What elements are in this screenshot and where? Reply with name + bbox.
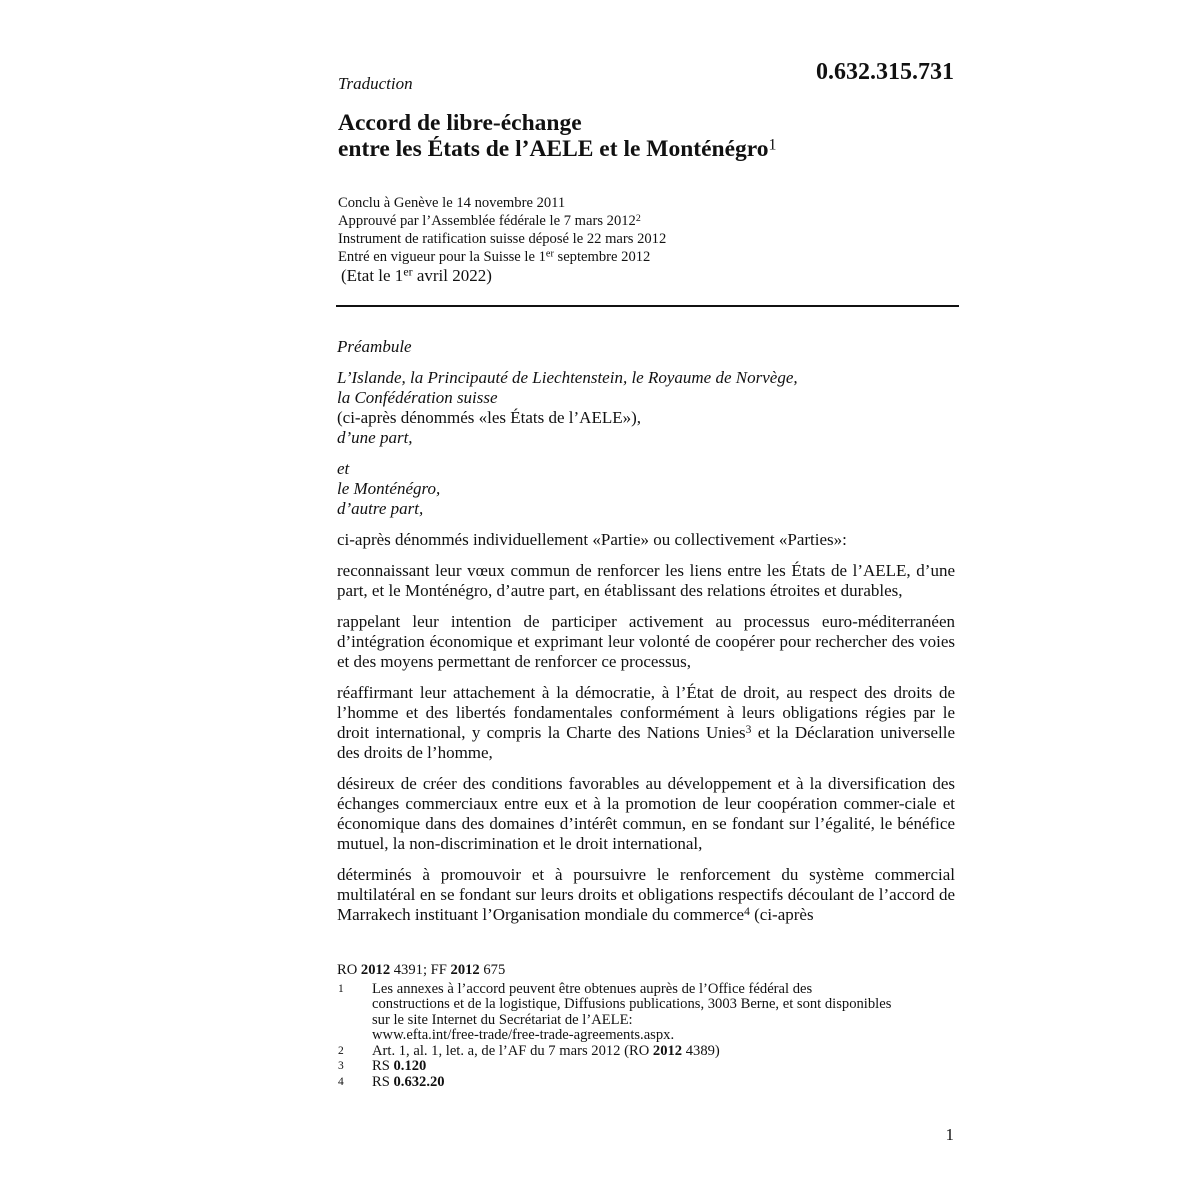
in-force-date: Entré en vigueur pour la Suisse le 1er septembre 2012: [338, 248, 651, 265]
footnote-3: 3 RS 0.120: [338, 1058, 427, 1074]
footnote-1: 1 Les annexes à l’accord peuvent être obtenues auprès de l’Office fédéral des constructions et de la logistique, Diffusions publications, 3003 Berne, et sont disponibles sur le site Internet du Secrétariat de l’AELE: www.efta.int/free-trade/free-trade-agreements.aspx.: [337, 982, 957, 1044]
footnote-4: 4 RS 0.632.20: [338, 1073, 445, 1090]
document-metadata: [338, 194, 666, 266]
header-divider: [336, 305, 959, 307]
title-line-2: entre les États de l’AELE et le Monténégro$^1$: [338, 136, 777, 162]
recital-4: désireux de créer des conditions favorables au développement et à la diversification des échanges commerciaux entre eux et à la promotion de leur coopération commer-ciale et économique dans des domaines d’intérêt commun, en se fondant sur l’égalité, le bénéfice mutuel, la non-discrimination et le droit international,: [337, 774, 955, 853]
ratification-date: Instrument de ratification suisse déposé le 22 mars 2012: [338, 231, 667, 247]
footnote-ref-2[interactable]: 2: [635, 212, 641, 224]
footnote-2: 2 Art. 1, al. 1, let. a, de l’AF du 7 mars 2012 (RO 2012 4389): [338, 1042, 720, 1059]
official-compilation-ref: RO 2012 4391; FF 2012 675: [337, 962, 506, 978]
recital-5: déterminés à promouvoir et à poursuivre le renforcement du système commercial multilatéral en se fondant sur leurs droits et obligations respectifs découlant de l’accord de Marrakech instituant l’Organisation mondiale du commerce$^4$ (ci-après: [337, 865, 955, 924]
preamble-body: [337, 337, 955, 925]
translation-label: Traduction: [338, 74, 413, 93]
recital-3: réaffirmant leur attachement à la démocratie, à l’État de droit, au respect des droits de l’homme et des libertés fondamentales conformément à leurs obligations régies par le droit international, y compris la Charte des Nations Unies$^3$ et la Déclaration universelle des droits de l’homme,: [337, 683, 955, 762]
sr-number: 0.632.315.731: [816, 59, 954, 85]
approved-date: Approuvé par l’Assemblée fédérale le 7 mars 2012$^2$: [338, 212, 641, 229]
recital-1: reconnaissant leur vœux commun de renforcer les liens entre les États de l’AELE, d’une part, et le Monténégro, d’autre part, en établissant des relations étroites et durables,: [337, 561, 955, 600]
page-number: 1: [945, 1125, 954, 1144]
document-title: [338, 110, 777, 162]
other-party-block: et le Monténégro, d’autre part,: [337, 459, 441, 518]
status-date: (Etat le 1er avril 2022): [341, 264, 492, 285]
footnote-ref-3[interactable]: 3: [745, 723, 752, 737]
footnote-ref-1[interactable]: 1: [768, 136, 777, 154]
footnotes: [337, 963, 957, 1090]
efta-link[interactable]: www.efta.int/free-trade/free-trade-agreements.aspx.: [372, 1027, 675, 1043]
preamble-heading: Préambule: [337, 337, 412, 356]
title-line-1: Accord de libre-échange: [338, 110, 582, 136]
hereinafter-clause: ci-après dénommés individuellement «Partie» ou collectivement «Parties»:: [337, 530, 847, 549]
recital-2: rappelant leur intention de participer activement au processus euro-méditerranéen d’intégration économique et exprimant leur volonté de coopérer pour rechercher des voies et des moyens permettant de renforcer ce processus,: [337, 612, 955, 671]
concluded-date: Conclu à Genève le 14 novembre 2011: [338, 195, 566, 211]
parties-block: L’Islande, la Principauté de Liechtenstein, le Royaume de Norvège, la Confédération suisse (ci-après dénommés «les États de l’AELE»), d’une part,: [337, 368, 798, 447]
footnote-ref-4[interactable]: 4: [744, 905, 750, 919]
